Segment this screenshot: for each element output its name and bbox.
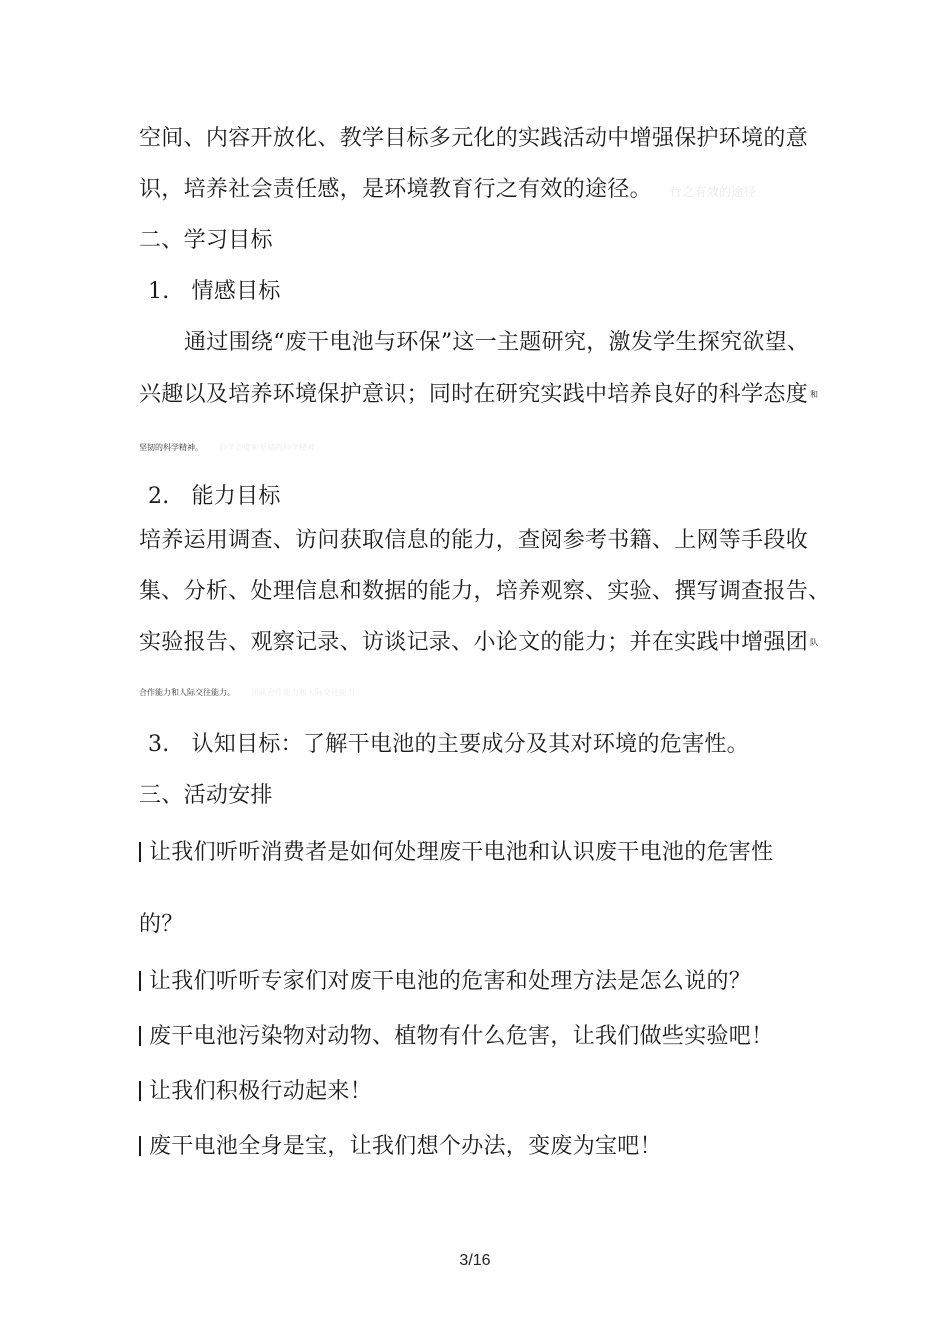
paragraph-line [139,124,808,154]
subsection-heading-text: 2. 能力目标 [148,484,281,509]
paragraph-text: 兴趣以及培养环境保护意识；同时在研究实践中培养良好的科学态度 [139,382,809,407]
paragraph-text: 集、分析、处理信息和数据的能力，培养观察、实验、撰写调查报告、 [139,579,831,604]
compressed-line [139,443,315,453]
paragraph-line [139,175,756,207]
compressed-line [139,688,355,698]
section-heading-text: 二、学习目标 [139,228,273,253]
paragraph-text: 识，培养社会责任感，是环境教育行之有效的途径。 [139,177,652,202]
page-number: 3/16 [459,1252,491,1269]
section-heading-activity-plan [139,781,273,811]
subsection-heading-text: 1. 情感目标 [148,279,281,304]
subsection-heading-cognitive-goal [148,730,749,760]
list-item-text: 让我们听听专家们对废干电池的危害和处理方法是怎么说的？ [149,969,752,994]
compressed-text: 坚韧的科学精神。 [139,443,203,452]
subsection-heading-text: 3. 认知目标：了解干电池的主要成分及其对环境的危害性。 [148,732,749,757]
list-item [139,1022,773,1052]
list-item-text: 让我们听听消费者是如何处理废干电池和认识废干电池的危害性 [149,840,774,865]
list-item-text: 废干电池全身是宝，让我们想个办法，变废为宝吧！ [149,1134,662,1159]
list-item-text: 让我们积极行动起来！ [149,1079,373,1104]
compressed-text: 合作能力和人际交往能力。 [139,688,235,697]
paragraph-line [184,328,809,358]
paragraph-line [139,380,818,410]
overflow-text: 队 [810,638,819,647]
paragraph-text: 培养运用调查、访问获取信息的能力，查阅参考书籍、上网等手段收 [139,528,809,553]
overflow-text: 和 [810,390,819,399]
faint-watermark-text: 团队合作能力和人际交往能力 [251,688,355,697]
paragraph-line [139,526,808,556]
bullet-bar-icon [139,1081,141,1101]
faint-watermark-text: 行之有效的途径 [669,185,757,199]
section-heading-learning-goals [139,226,273,256]
faint-watermark-text: 科学态度和坚韧的科学精神 [219,443,315,452]
list-item-text: 的？ [139,912,184,937]
list-item [139,838,773,868]
paragraph-text: 通过围绕“废干电池与环保”这一主题研究，激发学生探究欲望、 [184,330,810,355]
section-heading-text: 三、活动安排 [139,783,273,808]
paragraph-line [139,628,818,658]
paragraph-text: 空间、内容开放化、教学目标多元化的实践活动中增强保护环境的意 [139,126,809,151]
list-item [139,1132,662,1162]
list-item-continuation [139,910,184,940]
list-item [139,967,751,997]
paragraph-line [139,577,830,607]
subsection-heading-ability-goal [148,482,281,512]
list-item-text: 废干电池污染物对动物、植物有什么危害，让我们做些实验吧！ [149,1024,774,1049]
bullet-bar-icon [139,1136,141,1156]
bullet-bar-icon [139,971,141,991]
bullet-bar-icon [139,1026,141,1046]
subsection-heading-emotional-goal [148,277,281,307]
bullet-bar-icon [139,842,141,862]
list-item [139,1077,372,1107]
paragraph-text: 实验报告、观察记录、访谈记录、小论文的能力；并在实践中增强团 [139,630,809,655]
